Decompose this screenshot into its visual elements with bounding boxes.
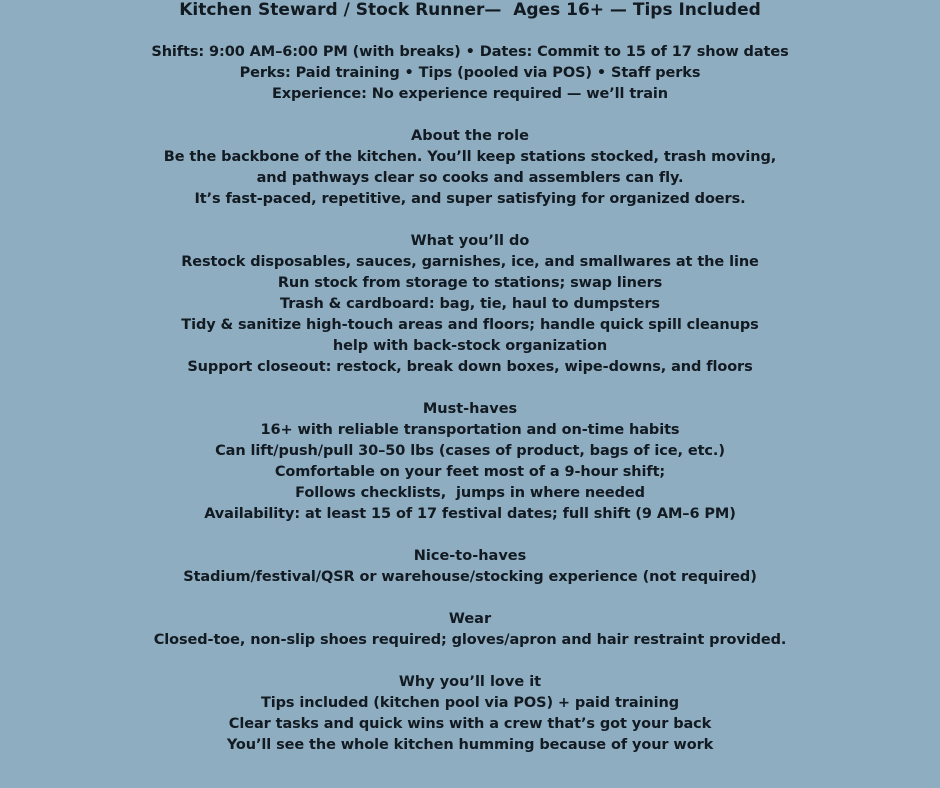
duty-line: Run stock from storage to stations; swap liners (277, 275, 663, 291)
must-have-line: Availability: at least 15 of 17 festival dates; full shift (9 AM–6 PM) (204, 506, 736, 522)
must-haves-heading: Must-haves (422, 401, 518, 417)
spacer (0, 210, 940, 231)
perks-line: Perks: Paid training • Tips (pooled via POS) • Staff perks (239, 65, 701, 81)
about-heading: About the role (411, 128, 529, 144)
spacer (0, 525, 940, 546)
why-line: You’ll see the whole kitchen humming because of your work (226, 737, 714, 753)
duty-line: Tidy & sanitize high-touch areas and floors; handle quick spill cleanups (181, 317, 759, 333)
nice-to-have-line: Stadium/festival/QSR or warehouse/stocking experience (not required) (183, 569, 757, 585)
shifts-line: Shifts: 9:00 AM–6:00 PM (with breaks) • Dates: Commit to 15 of 17 show dates (151, 44, 789, 60)
spacer (0, 105, 940, 126)
must-have-line: Can lift/push/pull 30–50 lbs (cases of product, bags of ice, etc.) (215, 443, 725, 459)
duties-heading: What you’ll do (410, 233, 530, 249)
duty-line: help with back-stock organization (332, 338, 608, 354)
duty-line: Support closeout: restock, break down boxes, wipe-downs, and floors (187, 359, 753, 375)
must-have-line: Follows checklists, jumps in where needed (295, 485, 645, 501)
wear-line: Closed-toe, non-slip shoes required; gloves/apron and hair restraint provided. (153, 632, 787, 648)
duty-line: Trash & cardboard: bag, tie, haul to dumpsters (280, 296, 660, 312)
duty-line: Restock disposables, sauces, garnishes, ice, and smallwares at the line (181, 254, 759, 270)
about-line: Be the backbone of the kitchen. You’ll keep stations stocked, trash moving, (163, 149, 777, 165)
spacer (0, 588, 940, 609)
job-title: Kitchen Steward / Stock Runner— Ages 16+ — Tips Included (179, 0, 761, 20)
experience-line: Experience: No experience required — we’ll train (271, 86, 669, 102)
spacer (0, 651, 940, 672)
why-line: Clear tasks and quick wins with a crew that’s got your back (228, 716, 712, 732)
about-line: It’s fast-paced, repetitive, and super satisfying for organized doers. (194, 191, 746, 207)
wear-heading: Wear (448, 611, 492, 627)
must-have-line: Comfortable on your feet most of a 9-hour shift; (274, 464, 666, 480)
must-have-line: 16+ with reliable transportation and on-time habits (260, 422, 680, 438)
about-line: and pathways clear so cooks and assemblers can fly. (256, 170, 684, 186)
why-line: Tips included (kitchen pool via POS) + paid training (260, 695, 680, 711)
spacer (0, 378, 940, 399)
nice-to-haves-heading: Nice-to-haves (413, 548, 527, 564)
spacer (0, 21, 940, 42)
why-heading: Why you’ll love it (398, 674, 542, 690)
